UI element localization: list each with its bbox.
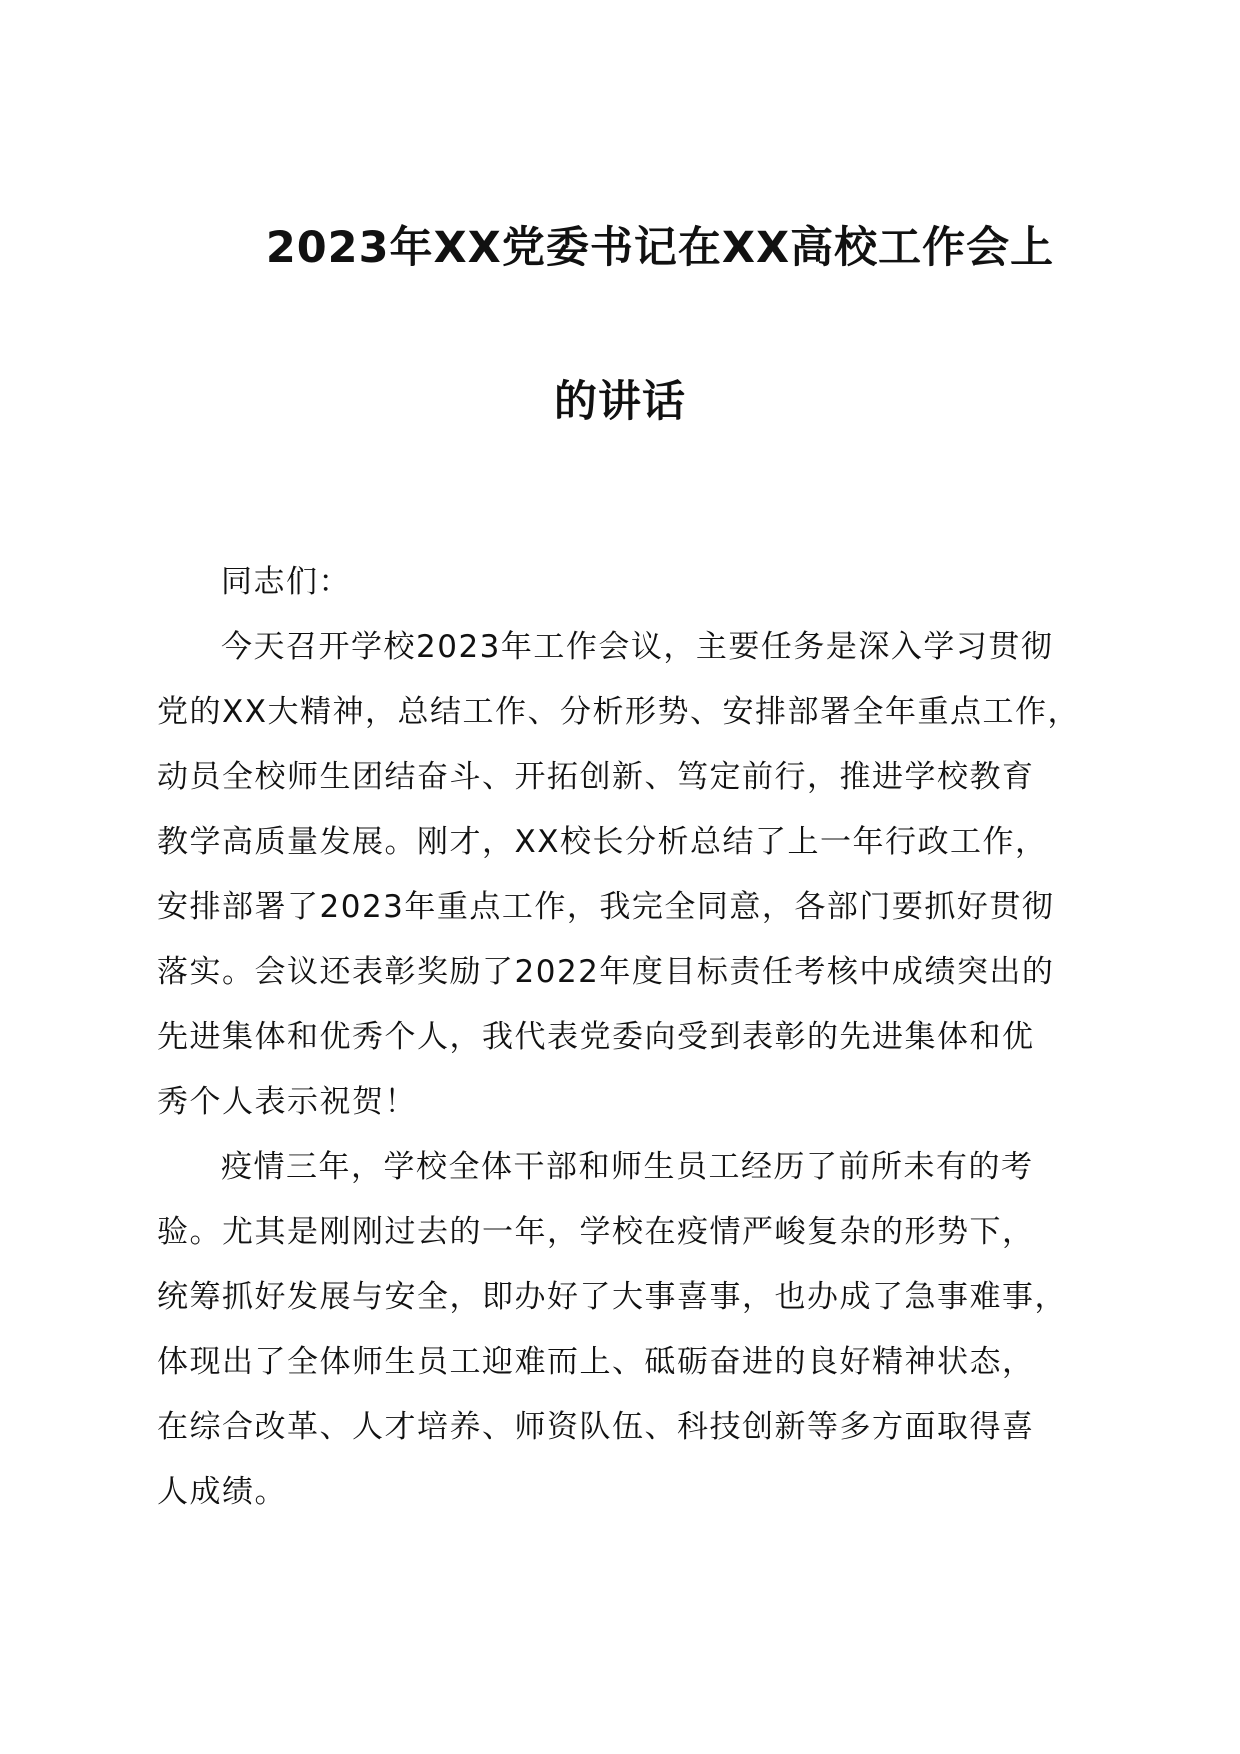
document-title-line-2: 的讲话: [554, 377, 686, 427]
paragraph-line: 教学高质量发展。刚才，XX校长分析总结了上一年行政工作，: [157, 824, 1048, 860]
paragraph-line: 动员全校师生团结奋斗、开拓创新、笃定前行，推进学校教育: [157, 759, 1035, 795]
paragraph-line: 体现出了全体师生员工迎难而上、砥砺奋进的良好精神状态，: [157, 1344, 1035, 1380]
paragraph-line: 验。尤其是刚刚过去的一年，学校在疫情严峻复杂的形势下，: [157, 1214, 1035, 1250]
paragraph-line: 落实。会议还表彰奖励了2022年度目标责任考核中成绩突出的: [157, 954, 1055, 990]
salutation: 同志们：: [221, 564, 351, 600]
paragraph-line: 疫情三年，学校全体干部和师生员工经历了前所未有的考: [221, 1149, 1034, 1185]
paragraph-2: [157, 1135, 1077, 1525]
document-body: [157, 550, 1080, 1525]
paragraph-line: 先进集体和优秀个人，我代表党委向受到表彰的先进集体和优: [157, 1019, 1035, 1055]
paragraph-line: 安排部署了2023年重点工作，我完全同意，各部门要抓好贯彻: [157, 889, 1055, 925]
paragraph-line: 在综合改革、人才培养、师资队伍、科技创新等多方面取得喜: [157, 1409, 1035, 1445]
paragraph-line: 秀个人表示祝贺！: [157, 1084, 417, 1120]
paragraph-line: 党的XX大精神，总结工作、分析形势、安排部署全年重点工作，: [157, 694, 1080, 730]
paragraph-line: 统筹抓好发展与安全，即办好了大事喜事，也办成了急事难事，: [157, 1279, 1067, 1315]
paragraph-1: [157, 615, 1080, 1135]
paragraph-line: 人成绩。: [157, 1474, 287, 1510]
document-title-line-1: 2023年XX党委书记在XX高校工作会上: [265, 223, 1055, 273]
paragraph-line: 今天召开学校2023年工作会议，主要任务是深入学习贯彻: [221, 629, 1054, 665]
